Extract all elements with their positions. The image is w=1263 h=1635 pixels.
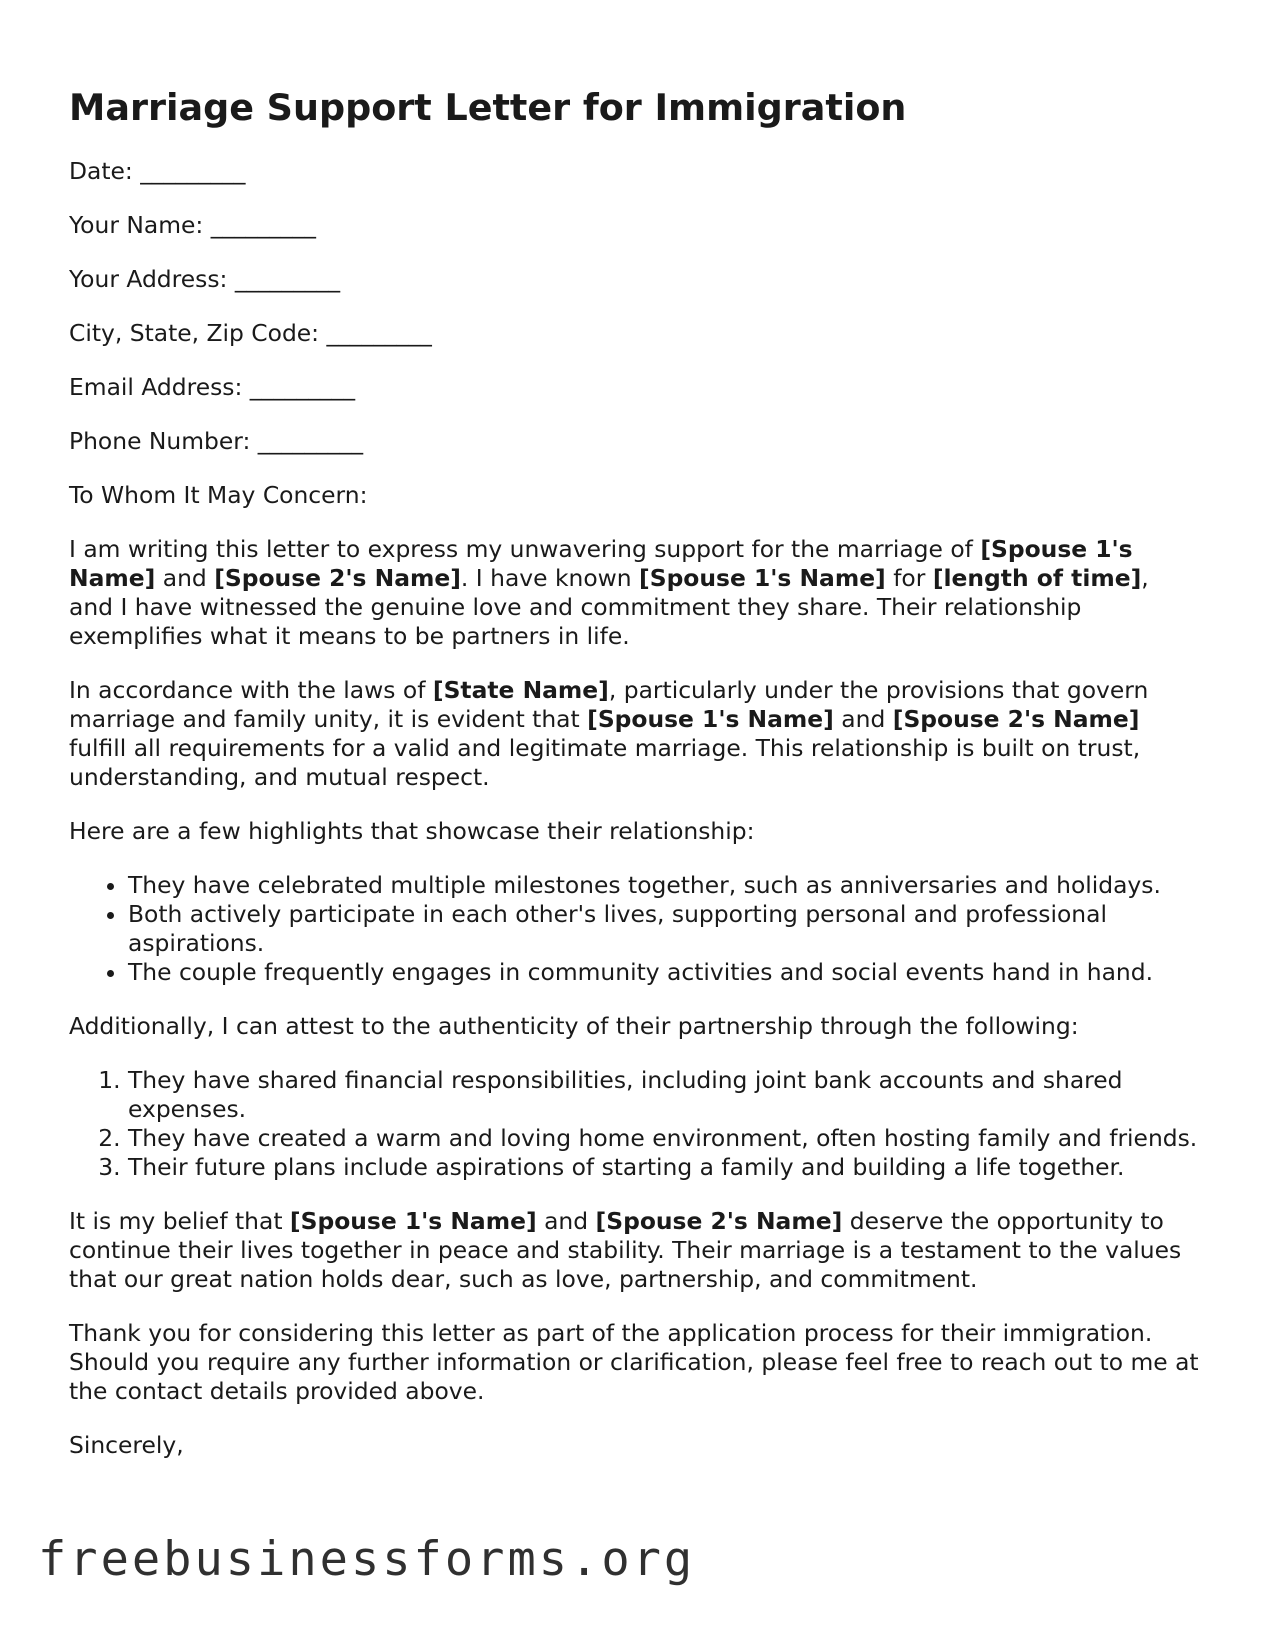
list-item: • The couple frequently engages in community activities and social events hand in hand. <box>128 958 1199 987</box>
signoff: Sincerely, <box>69 1431 184 1459</box>
text-segment: , particularly under the provisions that govern marriage and family unity, it is evident that <box>69 676 1149 733</box>
text-segment: and <box>536 1207 596 1235</box>
your-name-field: Your Name: _________ <box>69 211 316 239</box>
highlights-intro: Here are a few highlights that showcase their relationship: <box>69 817 755 845</box>
list-item: 1. They have shared financial responsibilities, including joint bank accounts and shared expenses. <box>128 1066 1199 1124</box>
highlights-list <box>69 871 1199 987</box>
placeholder-spouse-2-name: [Spouse 2's Name] <box>214 564 461 592</box>
placeholder-spouse-1-name: [Spouse 1's Name] <box>639 564 886 592</box>
list-item: 3. Their future plans include aspirations of starting a family and building a life together. <box>128 1153 1199 1182</box>
email-address-field: Email Address: _________ <box>69 373 356 401</box>
text-segment: fulfill all requirements for a valid and legitimate marriage. This relationship is built on trust, understanding, and mutual respect. <box>69 734 1141 791</box>
watermark-text: freebusinessforms.org <box>38 1532 696 1587</box>
list-item: • Both actively participate in each other's lives, supporting personal and professional aspirations. <box>128 900 1199 958</box>
city-state-zip-field: City, State, Zip Code: _________ <box>69 319 432 347</box>
document-title: Marriage Support Letter for Immigration <box>69 86 907 129</box>
text-segment: . I have known <box>460 564 640 592</box>
text-segment: and <box>155 564 215 592</box>
placeholder-spouse-1-name: [Spouse 1's Name] <box>587 705 834 733</box>
placeholder-length-of-time: [length of time] <box>932 564 1142 592</box>
attest-intro: Additionally, I can attest to the authenticity of their partnership through the following: <box>69 1012 1079 1040</box>
text-segment: and <box>833 705 893 733</box>
placeholder-spouse-1-name: [Spouse 1's Name] <box>69 535 1133 592</box>
placeholder-spouse-2-name: [Spouse 2's Name] <box>892 705 1140 733</box>
your-address-field: Your Address: _________ <box>69 265 341 293</box>
text-segment: , and I have witnessed the genuine love and commitment they share. Their relationship exemplifies what it means to be partners in life. <box>69 564 1149 650</box>
list-item: 2. They have created a warm and loving home environment, often hosting family and friends. <box>128 1124 1199 1153</box>
placeholder-spouse-1-name: [Spouse 1's Name] <box>289 1207 537 1235</box>
placeholder-state-name: [State Name] <box>432 676 609 704</box>
attest-list <box>69 1066 1199 1182</box>
placeholder-spouse-2-name: [Spouse 2's Name] <box>595 1207 843 1235</box>
text-segment: for <box>885 564 933 592</box>
text-segment: It is my belief that <box>69 1207 290 1235</box>
salutation: To Whom It May Concern: <box>69 481 368 509</box>
text-segment: deserve the opportunity to continue their lives together in peace and stability. Their marriage is a testament to the values that our great nation holds dear, such as love, partnership, and commitment. <box>69 1207 1182 1293</box>
text-segment: I am writing this letter to express my unwavering support for the marriage of <box>69 535 981 563</box>
paragraph-belief <box>69 1207 1199 1294</box>
paragraph-thanks: Thank you for considering this letter as part of the application process for their immigration. Should you require any further information or clarification, please feel free to reach out to me at the contact details provided above. <box>69 1319 1199 1405</box>
list-item: • They have celebrated multiple milestones together, such as anniversaries and holidays. <box>128 871 1199 900</box>
date-field: Date: _________ <box>69 157 246 185</box>
paragraph-laws <box>69 676 1199 792</box>
letter-body <box>69 157 1199 1460</box>
phone-number-field: Phone Number: _________ <box>69 427 364 455</box>
text-segment: In accordance with the laws of <box>69 676 433 704</box>
paragraph-support <box>69 535 1199 651</box>
